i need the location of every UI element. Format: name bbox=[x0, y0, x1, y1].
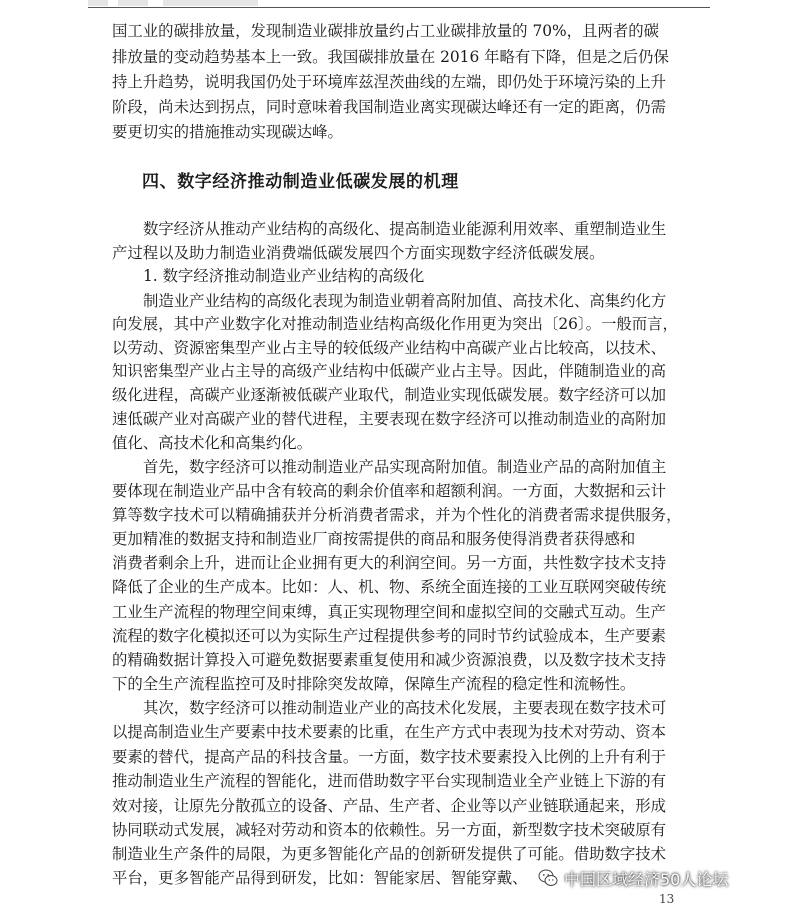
text-line: 降低了企业的生产成本。比如：人、机、物、系统全面连接的工业互联网突破传统 bbox=[112, 578, 667, 596]
section-heading: 四、数字经济推动制造业低碳发展的机理 bbox=[142, 172, 459, 192]
text-line: 级化进程，高碳产业逐渐被低碳产业取代，制造业实现低碳发展。数字经济可以加 bbox=[112, 386, 667, 404]
text-line: 数字经济从推动产业结构的高级化、提高制造业能源利用效率、重塑制造业生 bbox=[143, 220, 667, 238]
cropped-running-header bbox=[88, 0, 258, 6]
text-line: 知识密集型产业占主导的高级产业结构中低碳产业占主导。因此，伴随制造业的高 bbox=[112, 362, 667, 380]
text-line: 算等数字技术可以精确捕获并分析消费者需求，并为个性化的消费者需求提供服务， bbox=[112, 506, 682, 524]
text-line: 值化、高技术化和高集约化。 bbox=[112, 434, 313, 452]
text-line: 持上升趋势，说明我国仍处于环境库兹涅茨曲线的左端，即仍处于环境污染的上升 bbox=[112, 73, 667, 91]
text-line: 以提高制造业生产要素中技术要素的比重，在生产方式中表现为技术对劳动、资本 bbox=[112, 723, 667, 741]
wechat-watermark bbox=[538, 866, 728, 890]
watermark-text: 中国区域经济50人论坛 bbox=[564, 869, 729, 889]
text-line: 制造业产业结构的高级化表现为制造业朝着高附加值、高技术化、高集约化方 bbox=[143, 292, 667, 310]
text-line: 的精确数据计算投入可避免数据要素重复使用和减少资源浪费，以及数字技术支持 bbox=[112, 651, 667, 669]
text-line: 制造业生产条件的局限，为更多智能化产品的创新研发提供了可能。借助数字技术 bbox=[112, 845, 667, 863]
text-line: 其次，数字经济可以推动制造业产业的高技术化发展，主要表现在数字技术可 bbox=[143, 699, 667, 717]
text-line: 消费者剩余上升，进而让企业拥有更大的利润空间。另一方面，共性数字技术支持 bbox=[112, 554, 667, 572]
text-line: 速低碳产业对高碳产业的替代进程，主要表现在数字经济可以推动制造业的高附加 bbox=[112, 410, 667, 428]
text-line: 效对接，让原先分散孤立的设备、产品、生产者、企业等以产业链联通起来，形成 bbox=[112, 797, 667, 815]
text-line: 阶段，尚未达到拐点，同时意味着我国制造业离实现碳达峰还有一定的距离，仍需 bbox=[112, 98, 667, 116]
text-line: 以劳动、资源密集型产业占主导的较低级产业结构中高碳产业占比较高，以技术、 bbox=[112, 339, 667, 357]
text-line: 平台，更多智能产品得到研发，比如：智能家居、智能穿戴、 bbox=[112, 869, 528, 887]
text-line: 排放量的变动趋势基本上一致。我国碳排放量在 2016 年略有下降，但是之后仍保 bbox=[112, 48, 669, 66]
page-number: 13 bbox=[659, 892, 675, 906]
text-line: 要体现在制造业产品中含有较高的剩余价值率和超额利润。一方面，大数据和云计 bbox=[112, 482, 667, 500]
text-line: 首先，数字经济可以推动制造业产品实现高附加值。制造业产品的高附加值主 bbox=[143, 458, 667, 476]
text-line: 更加精准的数据支持和制造业厂商按需提供的商品和服务使得消费者获得感和 bbox=[112, 530, 636, 548]
text-line: 下的全生产流程监控可及时排除突发故障，保障生产流程的稳定性和流畅性。 bbox=[112, 675, 636, 693]
text-line: 产过程以及助力制造业消费端低碳发展四个方面实现数字经济低碳发展。 bbox=[112, 244, 605, 262]
subsection-heading: 1. 数字经济推动制造业产业结构的高级化 bbox=[143, 267, 425, 285]
text-line: 向发展，其中产业数字化对推动制造业结构高级化作用更为突出〔26〕。一般而言， bbox=[112, 315, 678, 333]
text-line: 工业生产流程的物理空间束缚，真正实现物理空间和虚拟空间的交融式互动。生产 bbox=[112, 603, 667, 621]
text-line: 要素的替代，提高产品的科技含量。一方面，数字技术要素投入比例的上升有利于 bbox=[112, 748, 667, 766]
header-rule bbox=[88, 7, 710, 8]
text-line: 协同联动式发展，减轻对劳动和资本的依赖性。另一方面，新型数字技术突破原有 bbox=[112, 821, 667, 839]
text-line: 国工业的碳排放量，发现制造业碳排放量约占工业碳排放量的 70%，且两者的碳 bbox=[112, 22, 659, 40]
text-line: 推动制造业生产流程的智能化，进而借助数字平台实现制造业全产业链上下游的有 bbox=[112, 772, 667, 790]
wechat-logo-icon bbox=[538, 868, 558, 888]
text-line: 流程的数字化模拟还可以为实际生产过程提供参考的同时节约试验成本，生产要素 bbox=[112, 627, 667, 645]
text-line: 要更切实的措施推动实现碳达峰。 bbox=[112, 123, 343, 141]
